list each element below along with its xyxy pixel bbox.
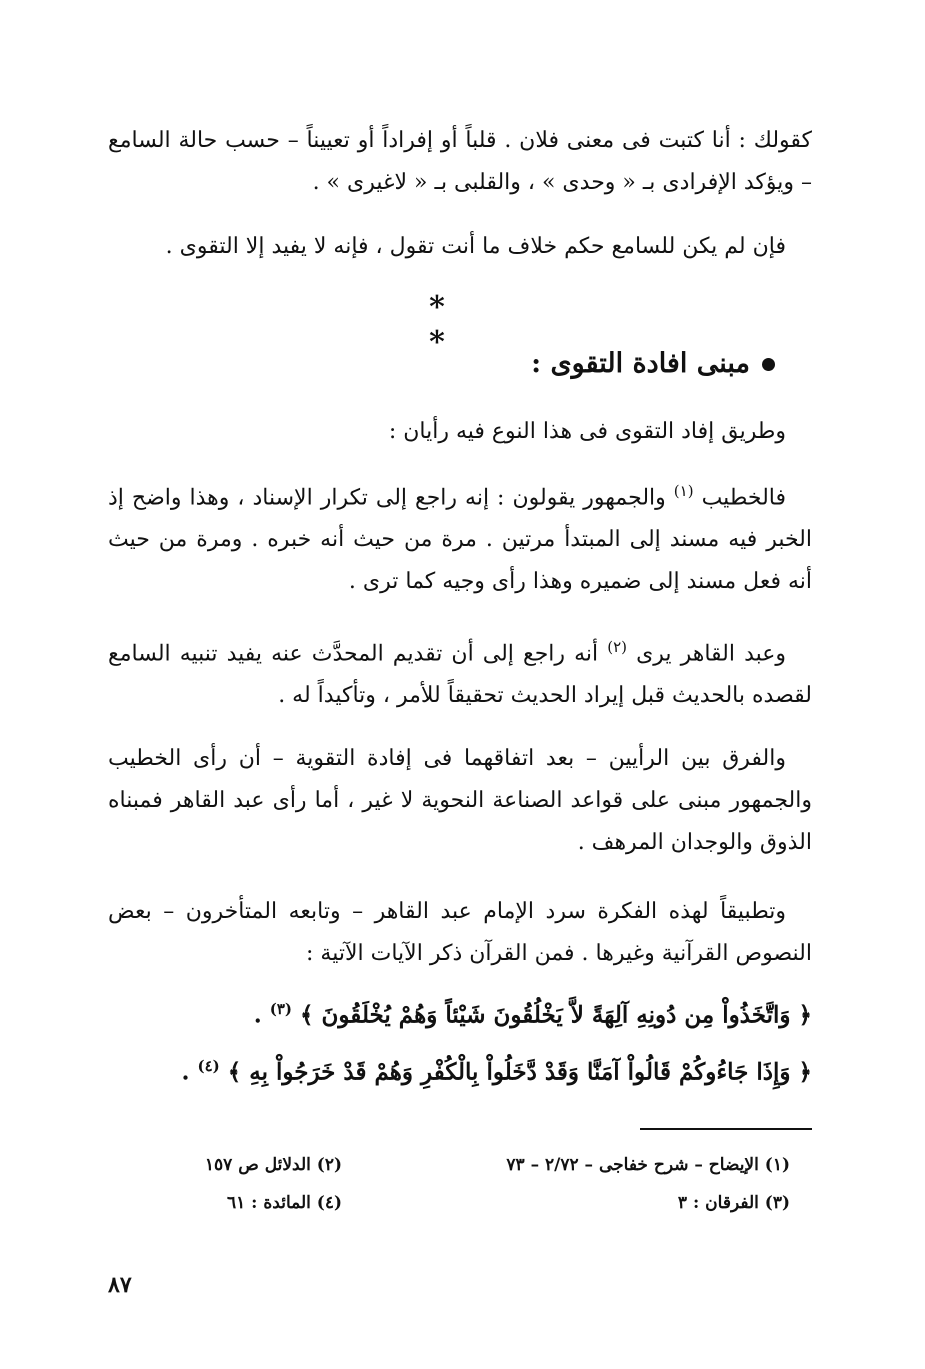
paragraph-5-start: وعبد القاهر يرى xyxy=(636,641,787,667)
paragraph-7-text: وتطبيقاً لهذه الفكرة سرد الإمام عبد القاهر – وتابعه المتأخرون – بعض النصوص القرآنية وغيرها . فمن القرآن ذكر الآيات الآتية : xyxy=(108,899,812,966)
paragraph-5-text xyxy=(108,626,812,717)
footnote-divider xyxy=(640,1128,812,1130)
paragraph-1 xyxy=(108,120,812,204)
footnote-ref-2: (٢) xyxy=(607,638,627,656)
footnote-2: (٢) الدلائل ص ١٥٧ xyxy=(204,1155,342,1175)
page-number: ٨٧ xyxy=(108,1272,132,1298)
section-heading xyxy=(275,348,775,379)
quran-verse-1-end: . xyxy=(253,1001,262,1029)
footnote-ref-1: (١) xyxy=(673,482,694,500)
footnote-4: (٤) المائدة : ٦١ xyxy=(227,1193,342,1213)
paragraph-7 xyxy=(108,891,812,975)
footnote-1: (١) الإيضاح – شرح خفاجى – ٢/٧٢ – ٧٣ xyxy=(506,1155,790,1175)
paragraph-4-start: فالخطيب xyxy=(701,485,786,511)
quran-verse-1 xyxy=(92,1000,812,1029)
quran-verse-2-text: ﴿ وَإِذَا جَاءُوكُمْ قَالُواْ آمَنَّا وَقَدْ دَّخَلُواْ بِالْكُفْرِ وَهُمْ قَدْ خَرَجُواْ بِهِ ﴾ xyxy=(227,1058,812,1086)
footnote-ref-4: (٤) xyxy=(197,1057,220,1075)
paragraph-6 xyxy=(108,738,812,864)
paragraph-1-text: كقولك : أنا كتبت فى معنى فلان . قلباً أو إفراداً أو تعييناً – حسب حالة السامع – ويؤكد الإفرادى بـ « وحدى » ، والقلبى بـ « لاغيرى » . xyxy=(108,128,812,195)
paragraph-4 xyxy=(108,470,812,603)
quran-verse-1-text: ﴿ وَاتَّخَذُواْ مِن دُونِهِ آلِهَةً لاَّ يَخْلُقُونَ شَيْئاً وَهُمْ يُخْلَقُونَ ﴾ xyxy=(300,1001,812,1029)
paragraph-3-text: وطريق إفاد التقوى فى هذا النوع فيه رأيان : xyxy=(388,419,786,444)
paragraph-4-rest: والجمهور يقولون : إنه راجع إلى تكرار الإسناد ، وهذا واضح إذ الخبر فيه مسند إلى المبتدأ مرتين . مرة من حيث أنه خبره . ومرة من حيث أنه فعل مسند إلى ضميره وهذا رأى وجيه كما ترى . xyxy=(108,485,812,595)
quran-verse-2-end: . xyxy=(181,1058,190,1086)
quran-verse-2 xyxy=(92,1057,812,1086)
footnote-3: (٣) الفرقان : ٣ xyxy=(677,1193,790,1213)
paragraph-2-text: فإن لم يكن للسامع حكم خلاف ما أنت تقول ، فإنه لا يفيد إلا التقوى . xyxy=(165,234,786,259)
paragraph-3 xyxy=(108,411,812,453)
paragraph-2 xyxy=(108,226,812,268)
paragraph-5-rest: أنه راجع إلى أن تقديم المحدَّث عنه يفيد تنبيه السامع لقصده بالحديث قبل إيراد الحديث تحقيقاً للأمر ، وتأكيداً له . xyxy=(108,641,812,709)
footnote-ref-3: (٣) xyxy=(269,1000,293,1018)
paragraph-5 xyxy=(108,626,812,717)
bullet-icon xyxy=(762,358,775,371)
paragraph-6-text: والفرق بين الرأيين – بعد اتفاقهما فى إفادة التقوية – أن رأى الخطيب والجمهور مبنى على قواعد الصناعة النحوية لا غير ، أما رأى عبد القاهر فمبناه الذوق والوجدان المرهف . xyxy=(108,746,812,855)
paragraph-4-text xyxy=(108,470,812,603)
section-divider-stars: * * xyxy=(429,290,491,360)
section-heading-text: مبنى افادة التقوى : xyxy=(531,348,750,379)
